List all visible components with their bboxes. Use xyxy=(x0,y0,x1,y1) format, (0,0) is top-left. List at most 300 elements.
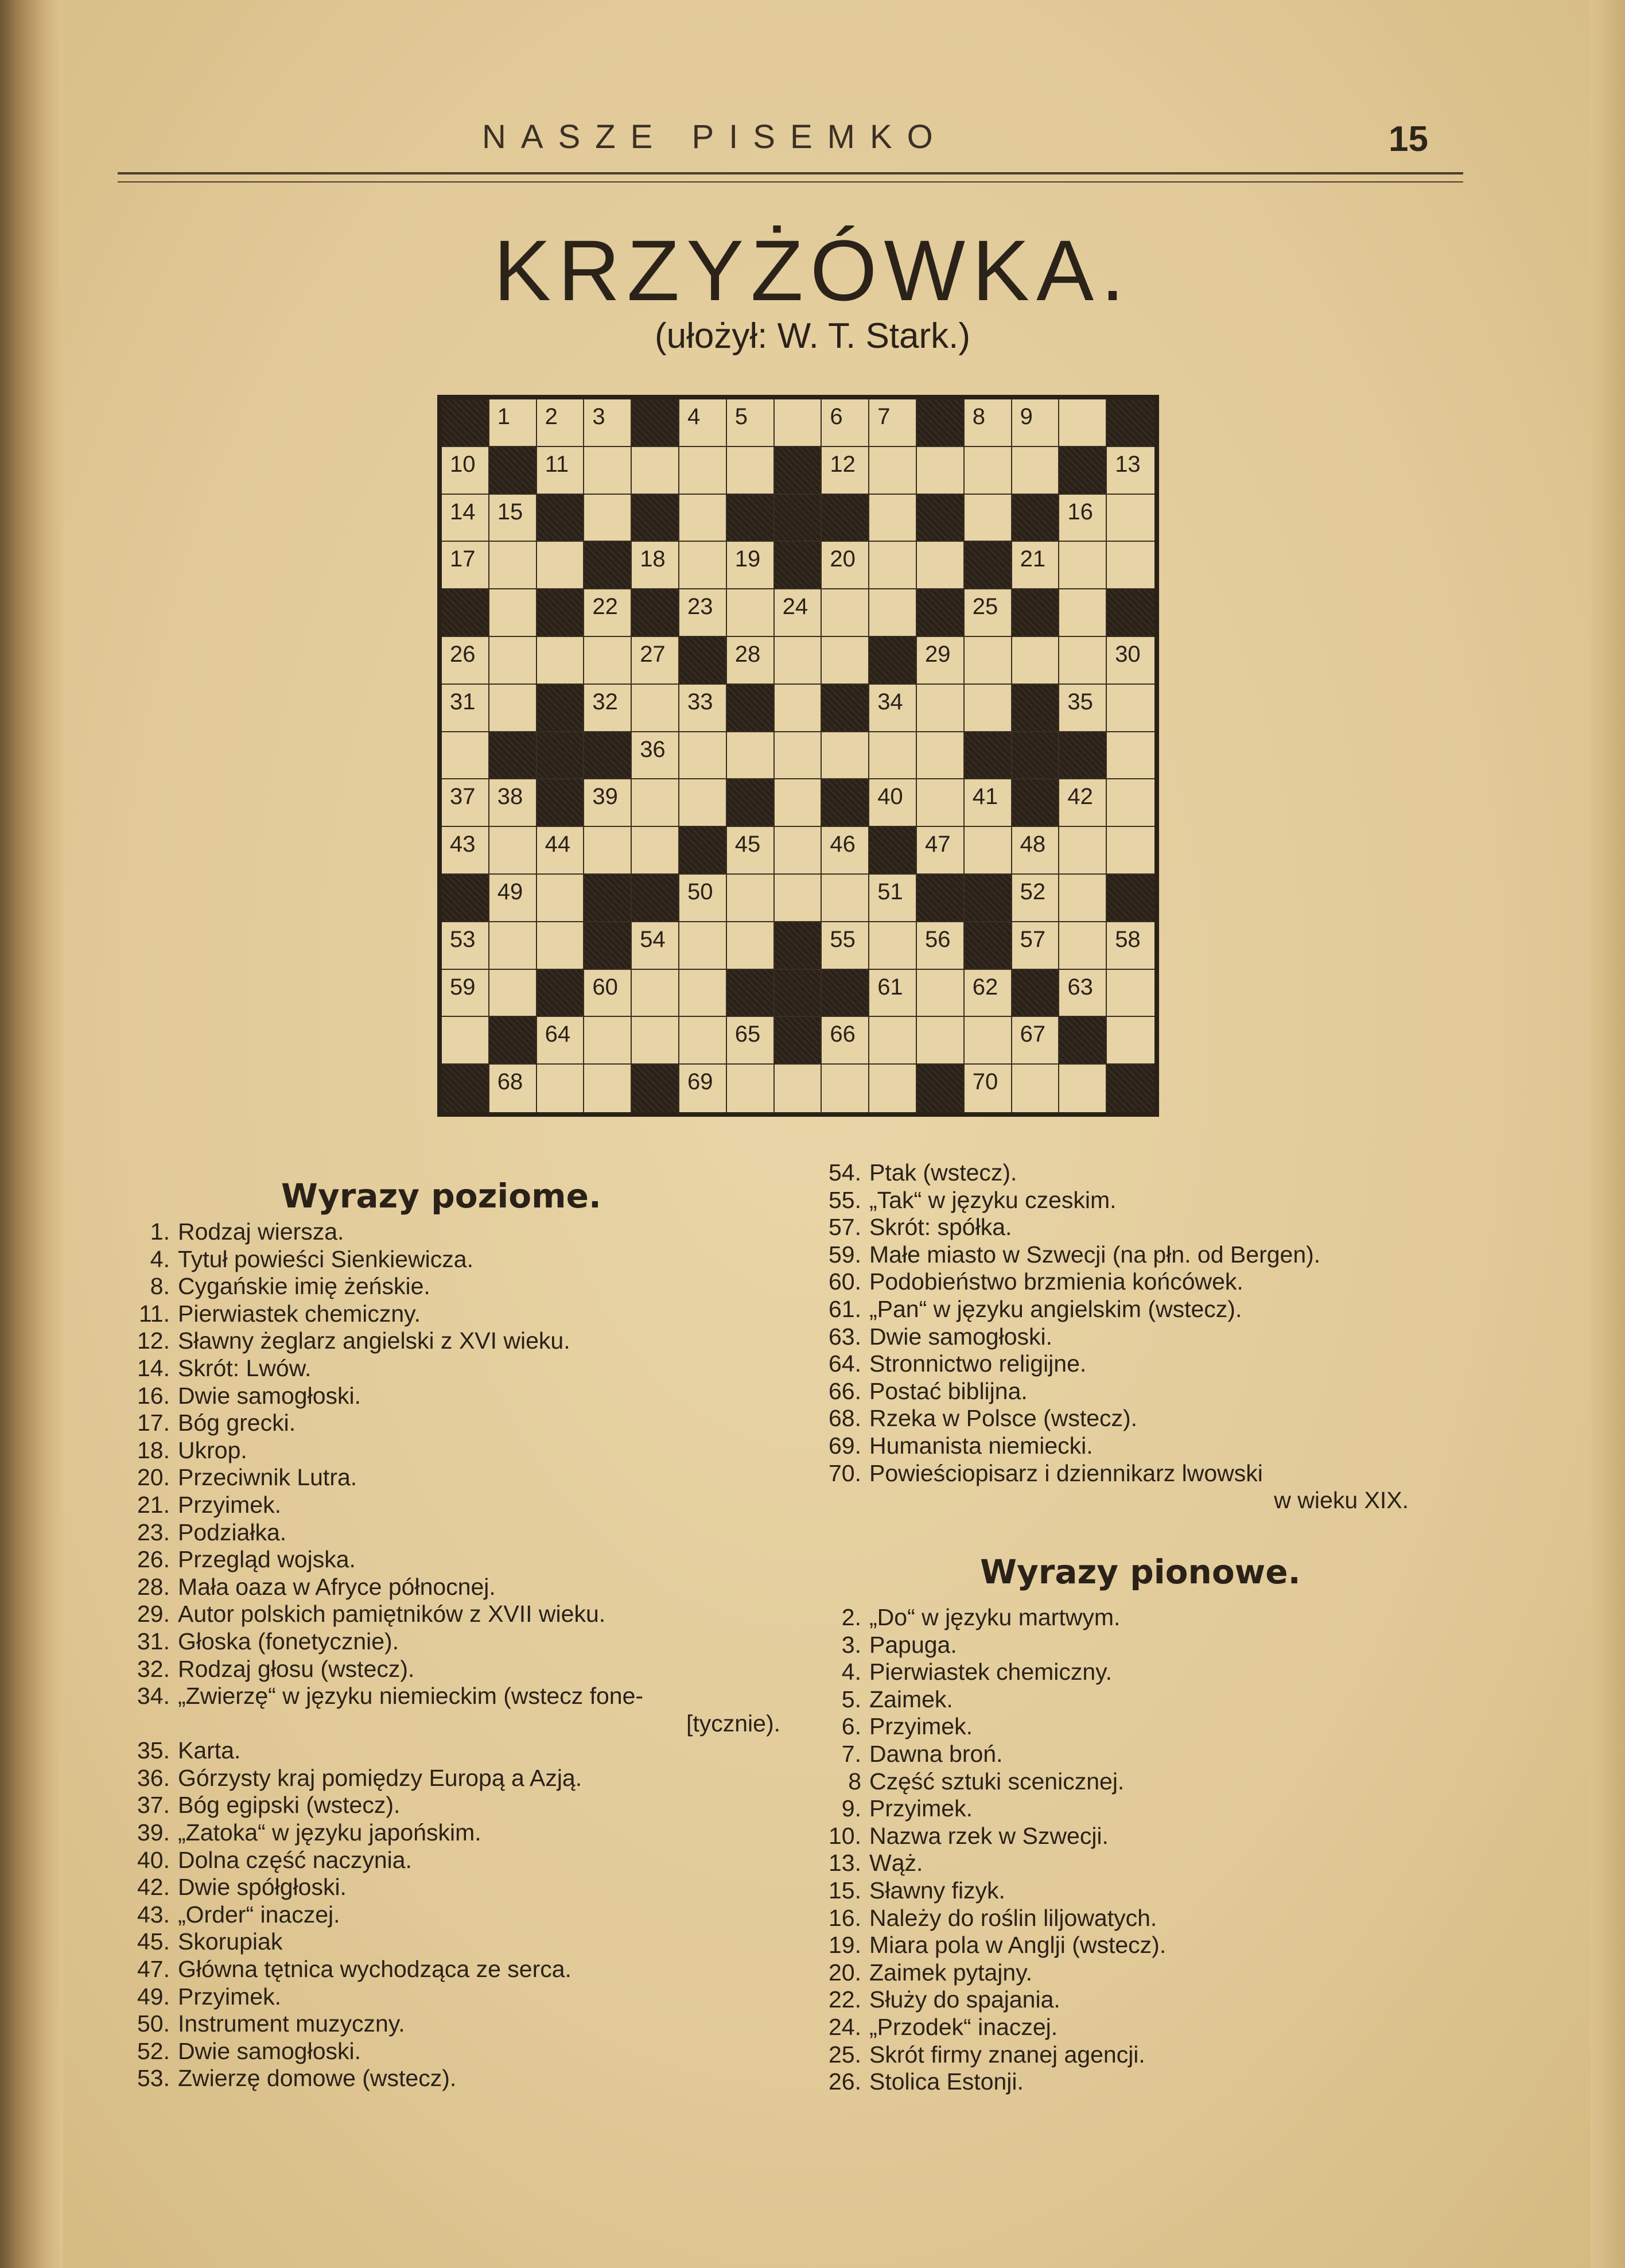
grid-cell xyxy=(537,399,585,447)
grid-cell-black xyxy=(489,1017,537,1065)
clue-text: Głoska (fonetycznie). xyxy=(178,1628,399,1655)
clue-item xyxy=(806,1350,1495,1378)
grid-cell-black xyxy=(632,495,679,542)
clue-item xyxy=(115,1601,792,1628)
clue-number: 68. xyxy=(829,1405,861,1432)
clue-number: 19. xyxy=(829,1932,861,1959)
clue-text: Główna tętnica wychodząca ze serca. xyxy=(178,1956,572,1983)
grid-cell xyxy=(679,1065,727,1112)
grid-cell xyxy=(632,447,679,495)
grid-cell xyxy=(822,1065,869,1112)
clue-number: 7. xyxy=(841,1740,861,1767)
clue-item xyxy=(806,2014,1495,2041)
grid-cell-number: 10 xyxy=(450,451,476,477)
grid-cell xyxy=(584,589,632,637)
clue-number: 6. xyxy=(841,1713,861,1740)
grid-cell xyxy=(1107,447,1154,495)
grid-cell xyxy=(965,589,1012,637)
grid-cell-number: 55 xyxy=(830,926,856,952)
clue-item xyxy=(806,1460,1495,1488)
grid-cell xyxy=(869,732,917,780)
grid-cell xyxy=(869,495,917,542)
grid-cell-black xyxy=(965,875,1012,922)
clue-item xyxy=(806,1905,1495,1932)
grid-cell-black xyxy=(1107,399,1154,447)
grid-cell-number: 24 xyxy=(782,594,808,620)
grid-cell xyxy=(1012,827,1060,875)
grid-cell xyxy=(1107,827,1154,875)
grid-cell xyxy=(537,1017,585,1065)
clue-item xyxy=(115,1574,792,1601)
clue-text: Skrót firmy znanej agencji. xyxy=(869,2041,1145,2068)
clue-text: Pierwiastek chemiczny. xyxy=(178,1300,421,1327)
grid-cell-number: 9 xyxy=(1020,404,1033,429)
clue-text: Tytuł powieści Sienkiewicza. xyxy=(178,1245,473,1272)
clue-number: 61. xyxy=(829,1295,861,1322)
grid-cell xyxy=(679,589,727,637)
grid-cell xyxy=(822,589,869,637)
grid-cell xyxy=(442,685,489,732)
clue-number: 53. xyxy=(137,2065,170,2092)
grid-cell-black xyxy=(822,685,869,732)
grid-cell-black xyxy=(679,827,727,875)
clue-text: Wąż. xyxy=(869,1850,923,1877)
grid-cell-black xyxy=(537,685,585,732)
grid-cell-number: 11 xyxy=(545,451,569,477)
grid-cell-number: 31 xyxy=(450,689,476,714)
clue-text: Przegląd wojska. xyxy=(178,1546,356,1573)
clue-number: 20. xyxy=(829,1959,861,1986)
grid-cell xyxy=(869,447,917,495)
grid-cell xyxy=(1107,732,1154,780)
clue-text: Służy do spajania. xyxy=(869,1986,1060,2013)
grid-cell-black xyxy=(1012,685,1060,732)
clue-number: 34. xyxy=(137,1683,170,1710)
grid-cell xyxy=(584,495,632,542)
grid-cell-black xyxy=(489,447,537,495)
clue-number: 40. xyxy=(137,1846,170,1873)
grid-cell-number: 14 xyxy=(450,499,476,525)
grid-cell xyxy=(489,1065,537,1112)
grid-cell-black xyxy=(727,970,775,1018)
grid-cell xyxy=(584,970,632,1018)
grid-cell-number: 36 xyxy=(640,736,666,762)
grid-cell xyxy=(584,447,632,495)
grid-cell-number: 33 xyxy=(687,689,713,714)
clue-item xyxy=(115,1710,803,1738)
clue-item xyxy=(115,2065,792,2092)
grid-cell-black xyxy=(632,875,679,922)
clue-item xyxy=(806,1795,1495,1823)
grid-cell-black xyxy=(537,970,585,1018)
clue-number: 24. xyxy=(829,2013,861,2040)
grid-cell xyxy=(632,1017,679,1065)
grid-cell-black xyxy=(679,637,727,685)
clue-item xyxy=(806,2068,1495,2096)
grid-cell-black xyxy=(822,779,869,827)
grid-cell xyxy=(584,827,632,875)
grid-cell-black xyxy=(965,732,1012,780)
clue-item xyxy=(115,1656,792,1683)
clue-item xyxy=(115,1546,792,1574)
down-heading: Wyrazy pionowe. xyxy=(980,1552,1301,1591)
grid-cell-black xyxy=(917,399,965,447)
grid-cell xyxy=(965,685,1012,732)
grid-cell xyxy=(442,922,489,970)
grid-cell-number: 40 xyxy=(877,784,903,810)
clue-item xyxy=(806,1959,1495,1987)
grid-cell-number: 41 xyxy=(972,784,998,810)
grid-cell-black xyxy=(775,447,822,495)
clue-number: 49. xyxy=(137,1983,170,2010)
grid-cell xyxy=(584,399,632,447)
clue-number: 64. xyxy=(829,1350,861,1377)
clue-text: Papuga. xyxy=(869,1631,957,1658)
grid-cell xyxy=(1012,922,1060,970)
grid-cell-black xyxy=(632,589,679,637)
clue-text: Skrót: Lwów. xyxy=(178,1354,312,1381)
grid-cell xyxy=(965,779,1012,827)
grid-cell-number: 58 xyxy=(1115,926,1141,952)
grid-cell xyxy=(727,399,775,447)
grid-cell-number: 64 xyxy=(545,1022,571,1047)
grid-cell-number: 69 xyxy=(687,1069,713,1095)
grid-cell-black xyxy=(442,589,489,637)
clue-number: 47. xyxy=(137,1956,170,1983)
grid-cell xyxy=(917,779,965,827)
grid-cell xyxy=(965,447,1012,495)
grid-cell-number: 15 xyxy=(497,499,523,525)
grid-cell-number: 49 xyxy=(497,879,523,904)
clue-item xyxy=(806,1850,1495,1877)
grid-cell-number: 25 xyxy=(972,594,998,620)
grid-cell xyxy=(775,827,822,875)
grid-cell-black xyxy=(775,495,822,542)
grid-cell-black xyxy=(965,922,1012,970)
grid-cell-number: 13 xyxy=(1115,451,1141,477)
clue-text: [tycznie). xyxy=(686,1710,780,1737)
crossword-grid xyxy=(437,395,1159,1117)
clue-number: 25. xyxy=(829,2041,861,2068)
clue-item xyxy=(115,1327,792,1355)
grid-cell xyxy=(489,685,537,732)
grid-cell xyxy=(537,922,585,970)
clue-item xyxy=(115,2010,792,2038)
clue-text: Bóg egipski (wstecz). xyxy=(178,1792,401,1819)
grid-cell xyxy=(584,1017,632,1065)
clue-item xyxy=(115,1464,792,1492)
grid-cell-number: 51 xyxy=(877,879,903,904)
clue-text: Skrót: spółka. xyxy=(869,1214,1012,1241)
grid-cell xyxy=(442,1017,489,1065)
grid-cell-black xyxy=(727,685,775,732)
clue-item xyxy=(806,1823,1495,1850)
grid-cell xyxy=(489,637,537,685)
grid-cell xyxy=(1059,970,1107,1018)
clue-item xyxy=(115,1928,792,1956)
page-subtitle: (ułożył: W. T. Stark.) xyxy=(654,316,971,356)
clue-text: Podziałka. xyxy=(178,1519,287,1545)
clue-text: Postać biblijna. xyxy=(869,1377,1028,1404)
clue-text: „Zwierzę“ w języku niemieckim (wstecz fone- xyxy=(178,1683,644,1710)
grid-cell-black xyxy=(727,779,775,827)
grid-cell xyxy=(822,922,869,970)
grid-cell xyxy=(965,399,1012,447)
across-clue-list-continued xyxy=(806,1159,1495,1514)
grid-cell xyxy=(632,732,679,780)
grid-cell-black xyxy=(1012,589,1060,637)
grid-cell-number: 18 xyxy=(640,546,666,572)
grid-cell-black xyxy=(869,637,917,685)
grid-cell xyxy=(1059,779,1107,827)
grid-cell xyxy=(917,922,965,970)
grid-cell xyxy=(537,637,585,685)
grid-cell xyxy=(965,827,1012,875)
grid-cell xyxy=(822,637,869,685)
clue-number: 26. xyxy=(829,2068,861,2095)
clue-number: 45. xyxy=(137,1928,170,1955)
clue-number: 4. xyxy=(841,1659,861,1686)
clue-number: 69. xyxy=(829,1432,861,1459)
grid-cell-number: 12 xyxy=(830,451,856,477)
grid-cell xyxy=(442,447,489,495)
grid-cell xyxy=(869,589,917,637)
clue-text: Górzysty kraj pomiędzy Europą a Azją. xyxy=(178,1764,582,1791)
clue-number: 15. xyxy=(829,1877,861,1904)
clue-number: 2. xyxy=(841,1604,861,1630)
grid-cell xyxy=(869,922,917,970)
running-header xyxy=(0,118,1625,164)
grid-cell xyxy=(727,1065,775,1112)
grid-cell-number: 32 xyxy=(592,689,618,714)
header-rule xyxy=(118,172,1463,174)
grid-cell-black xyxy=(822,970,869,1018)
grid-cell-black xyxy=(537,779,585,827)
clue-item xyxy=(806,1632,1495,1659)
grid-cell xyxy=(727,875,775,922)
clue-item xyxy=(806,1214,1495,1241)
grid-cell xyxy=(869,1017,917,1065)
clue-text: Zaimek pytajny. xyxy=(869,1959,1033,1986)
clue-item xyxy=(115,1409,792,1437)
clue-text: Dwie samogłoski. xyxy=(178,1382,361,1409)
clue-text: „Order“ inaczej. xyxy=(178,1901,340,1928)
clue-text: Przyimek. xyxy=(869,1713,973,1740)
clue-text: Podobieństwo brzmienia końcówek. xyxy=(869,1268,1243,1295)
clue-text: Mała oaza w Afryce północnej. xyxy=(178,1573,496,1600)
clue-item xyxy=(115,1874,792,1901)
clue-number: 54. xyxy=(829,1159,861,1186)
grid-cell xyxy=(775,399,822,447)
clue-text: Przeciwnik Lutra. xyxy=(178,1464,357,1491)
grid-cell xyxy=(775,779,822,827)
clue-text: Sławny żeglarz angielski z XVI wieku. xyxy=(178,1327,570,1354)
grid-cell-number: 6 xyxy=(830,404,843,429)
clue-number: 23. xyxy=(137,1519,170,1545)
clue-item xyxy=(806,1296,1495,1323)
grid-cell-number: 39 xyxy=(592,784,618,810)
clue-number: 60. xyxy=(829,1268,861,1295)
grid-cell-black xyxy=(727,495,775,542)
grid-cell xyxy=(775,637,822,685)
grid-cell xyxy=(632,685,679,732)
grid-cell-black xyxy=(442,1065,489,1112)
grid-cell-number: 53 xyxy=(450,926,476,952)
grid-cell xyxy=(1107,779,1154,827)
clue-text: „Do“ w języku martwym. xyxy=(869,1604,1121,1630)
clue-text: Przyimek. xyxy=(178,1491,281,1518)
grid-cell xyxy=(1059,875,1107,922)
grid-cell-black xyxy=(632,399,679,447)
grid-cell-black xyxy=(822,495,869,542)
grid-cell-number: 30 xyxy=(1115,642,1141,667)
grid-cell xyxy=(679,495,727,542)
grid-cell-number: 21 xyxy=(1020,546,1046,572)
grid-cell-number: 44 xyxy=(545,832,571,857)
clue-number: 66. xyxy=(829,1377,861,1404)
grid-cell xyxy=(1059,685,1107,732)
grid-cell xyxy=(727,1017,775,1065)
clue-text: Dawna broń. xyxy=(869,1740,1003,1767)
grid-cell-number: 47 xyxy=(925,832,951,857)
grid-cell xyxy=(965,495,1012,542)
grid-cell xyxy=(727,542,775,589)
clue-item xyxy=(115,1737,792,1765)
clue-number: 52. xyxy=(137,2037,170,2064)
grid-cell xyxy=(727,827,775,875)
grid-cell xyxy=(632,542,679,589)
grid-cell xyxy=(1107,495,1154,542)
grid-cell-black xyxy=(1012,732,1060,780)
grid-cell-black xyxy=(869,827,917,875)
grid-cell xyxy=(1059,1065,1107,1112)
grid-cell xyxy=(869,779,917,827)
clue-item xyxy=(806,1323,1495,1351)
grid-cell xyxy=(537,447,585,495)
across-heading: Wyrazy poziome. xyxy=(281,1176,601,1215)
clue-item xyxy=(806,1659,1495,1686)
grid-cell xyxy=(1012,875,1060,922)
grid-cell xyxy=(537,542,585,589)
clue-text: Cygańskie imię żeńskie. xyxy=(178,1273,430,1300)
grid-cell xyxy=(965,637,1012,685)
clue-item xyxy=(806,1686,1495,1714)
grid-cell xyxy=(869,685,917,732)
grid-cell-number: 66 xyxy=(830,1022,856,1047)
grid-cell xyxy=(917,827,965,875)
clue-text: Dolna część naczynia. xyxy=(178,1846,412,1873)
page-title: KRZYŻÓWKA. xyxy=(493,222,1132,319)
clue-text: Dwie samogłoski. xyxy=(869,1323,1052,1350)
grid-cell-black xyxy=(489,732,537,780)
grid-cell-black xyxy=(775,542,822,589)
grid-cell xyxy=(727,447,775,495)
grid-cell xyxy=(1012,447,1060,495)
clue-item xyxy=(115,1492,792,1519)
grid-cell-number: 34 xyxy=(877,689,903,714)
grid-cell xyxy=(917,685,965,732)
grid-cell xyxy=(822,732,869,780)
grid-cell xyxy=(727,589,775,637)
grid-cell xyxy=(1059,922,1107,970)
clue-text: Należy do roślin liljowatych. xyxy=(869,1904,1157,1931)
grid-cell-number: 45 xyxy=(734,832,761,857)
grid-cell-black xyxy=(584,542,632,589)
grid-cell xyxy=(679,447,727,495)
grid-cell-number: 22 xyxy=(592,594,618,620)
clue-text: Powieściopisarz i dziennikarz lwowski xyxy=(869,1459,1263,1486)
grid-cell xyxy=(1059,495,1107,542)
grid-cell xyxy=(489,589,537,637)
grid-cell-black xyxy=(1107,589,1154,637)
clue-item xyxy=(115,1218,792,1246)
clue-item xyxy=(806,2041,1495,2069)
clue-number: 50. xyxy=(137,2010,170,2037)
grid-cell xyxy=(442,732,489,780)
grid-cell-black xyxy=(1012,970,1060,1018)
grid-cell-black xyxy=(1059,732,1107,780)
clue-item xyxy=(115,1437,792,1465)
grid-cell-number: 54 xyxy=(640,926,666,952)
clue-item xyxy=(806,1187,1495,1214)
clue-item xyxy=(115,1519,792,1547)
grid-cell xyxy=(917,970,965,1018)
grid-cell xyxy=(917,732,965,780)
clue-item xyxy=(115,1983,792,2011)
clue-text: Stolica Estonji. xyxy=(869,2068,1024,2095)
clue-number: 29. xyxy=(137,1601,170,1628)
grid-cell xyxy=(727,732,775,780)
clue-number: 8 xyxy=(848,1768,861,1795)
clue-number: 12. xyxy=(137,1327,170,1354)
clue-item xyxy=(806,1877,1495,1905)
grid-cell-black xyxy=(537,732,585,780)
grid-cell-number: 23 xyxy=(687,594,713,620)
grid-cell-number: 19 xyxy=(734,546,761,572)
grid-cell xyxy=(537,1065,585,1112)
grid-cell-number: 46 xyxy=(830,832,856,857)
header-rule-thin xyxy=(118,181,1463,182)
grid-cell-number: 52 xyxy=(1020,879,1046,904)
grid-cell-black xyxy=(917,1065,965,1112)
grid-cell xyxy=(1059,399,1107,447)
grid-cell-black xyxy=(584,922,632,970)
clue-item xyxy=(115,1382,792,1410)
grid-cell-number: 43 xyxy=(450,832,476,857)
clue-item xyxy=(115,1628,792,1656)
clue-text: Ptak (wstecz). xyxy=(869,1159,1017,1186)
grid-cell-number: 29 xyxy=(925,642,951,667)
grid-cell xyxy=(1012,1065,1060,1112)
clue-text: Karta. xyxy=(178,1737,241,1764)
clue-item xyxy=(115,2038,792,2065)
grid-cell-black xyxy=(537,495,585,542)
clue-text: Pierwiastek chemiczny. xyxy=(869,1659,1113,1686)
clue-item xyxy=(115,1355,792,1382)
grid-cell-number: 67 xyxy=(1020,1022,1046,1047)
clue-text: Skorupiak xyxy=(178,1928,283,1955)
across-clue-list xyxy=(115,1218,792,2092)
page-number: 15 xyxy=(1389,119,1428,159)
grid-cell-number: 65 xyxy=(734,1022,761,1047)
grid-cell xyxy=(442,779,489,827)
grid-cell-black xyxy=(1012,495,1060,542)
clue-number: 39. xyxy=(137,1819,170,1846)
grid-cell xyxy=(1012,542,1060,589)
grid-cell xyxy=(869,970,917,1018)
clue-number: 59. xyxy=(829,1241,861,1268)
clue-number: 3. xyxy=(841,1631,861,1658)
